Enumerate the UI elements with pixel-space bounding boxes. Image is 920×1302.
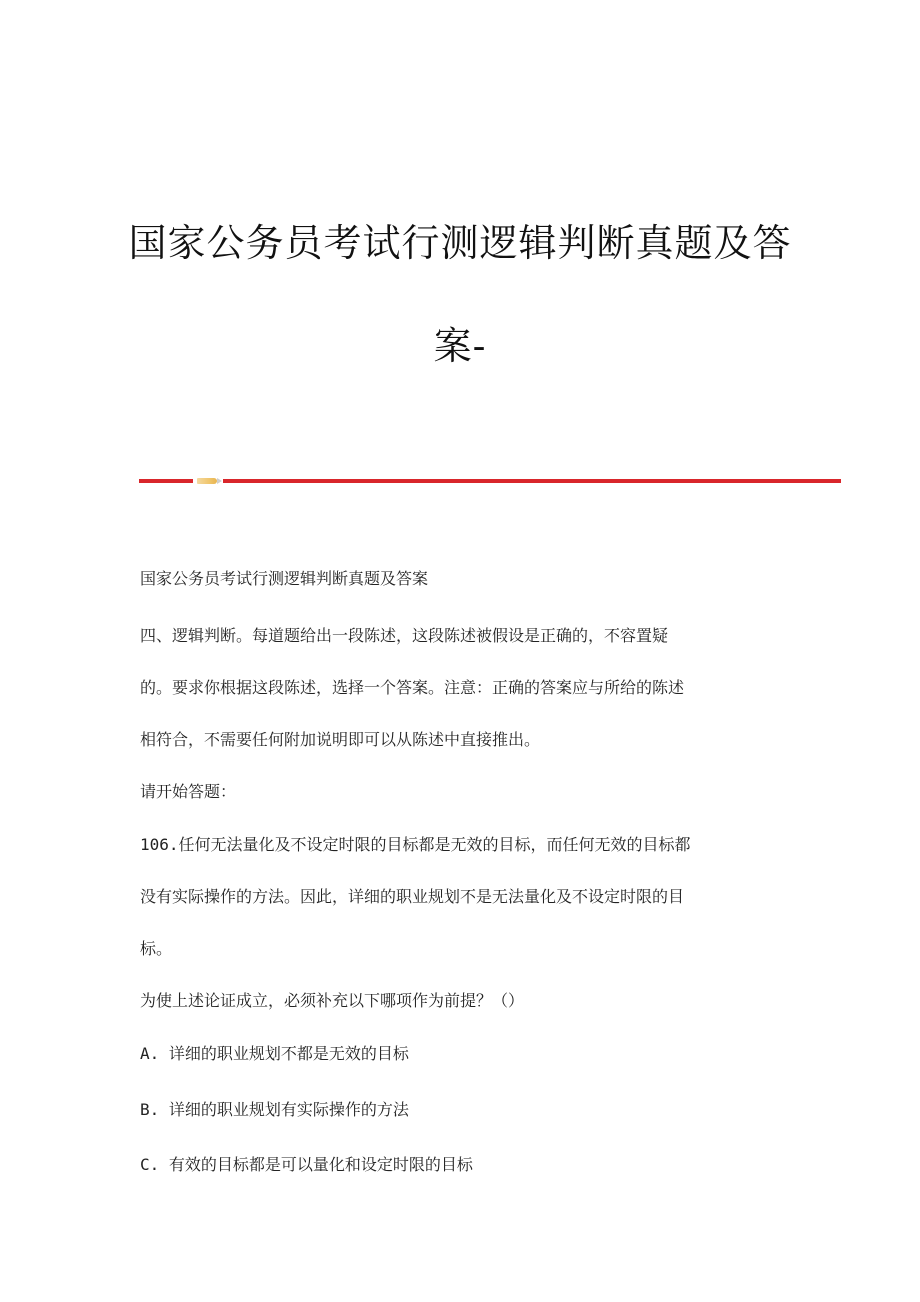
subtitle-line: 国家公务员考试行测逻辑判断真题及答案 bbox=[140, 569, 429, 588]
document-title-line-2: 案- bbox=[433, 324, 487, 368]
divider-bar-right bbox=[223, 479, 841, 483]
instruction-line-2: 的。要求你根据这段陈述，选择一个答案。注意：正确的答案应与所给的陈述 bbox=[140, 678, 685, 697]
start-prompt: 请开始答题： bbox=[140, 782, 237, 801]
option-a: A. 详细的职业规划不都是无效的目标 bbox=[140, 1044, 409, 1063]
option-c: C. 有效的目标都是可以量化和设定时限的目标 bbox=[140, 1155, 473, 1174]
question-prompt: 为使上述论证成立，必须补充以下哪项作为前提？（） bbox=[140, 991, 525, 1010]
divider-bar-left bbox=[139, 479, 193, 483]
question-line-3: 标。 bbox=[140, 939, 173, 958]
instruction-line-1: 四、逻辑判断。每道题给出一段陈述，这段陈述被假设是正确的，不容置疑 bbox=[140, 626, 669, 645]
question-line-1: 106.任何无法量化及不设定时限的目标都是无效的目标，而任何无效的目标都 bbox=[140, 835, 691, 854]
option-b: B. 详细的职业规划有实际操作的方法 bbox=[140, 1100, 409, 1119]
document-title-line-1: 国家公务员考试行测逻辑判断真题及答 bbox=[128, 221, 792, 265]
pencil-icon bbox=[197, 478, 217, 484]
instruction-line-3: 相符合，不需要任何附加说明即可以从陈述中直接推出。 bbox=[140, 730, 541, 749]
title-divider bbox=[139, 478, 841, 484]
question-line-2: 没有实际操作的方法。因此，详细的职业规划不是无法量化及不设定时限的目 bbox=[140, 887, 685, 906]
